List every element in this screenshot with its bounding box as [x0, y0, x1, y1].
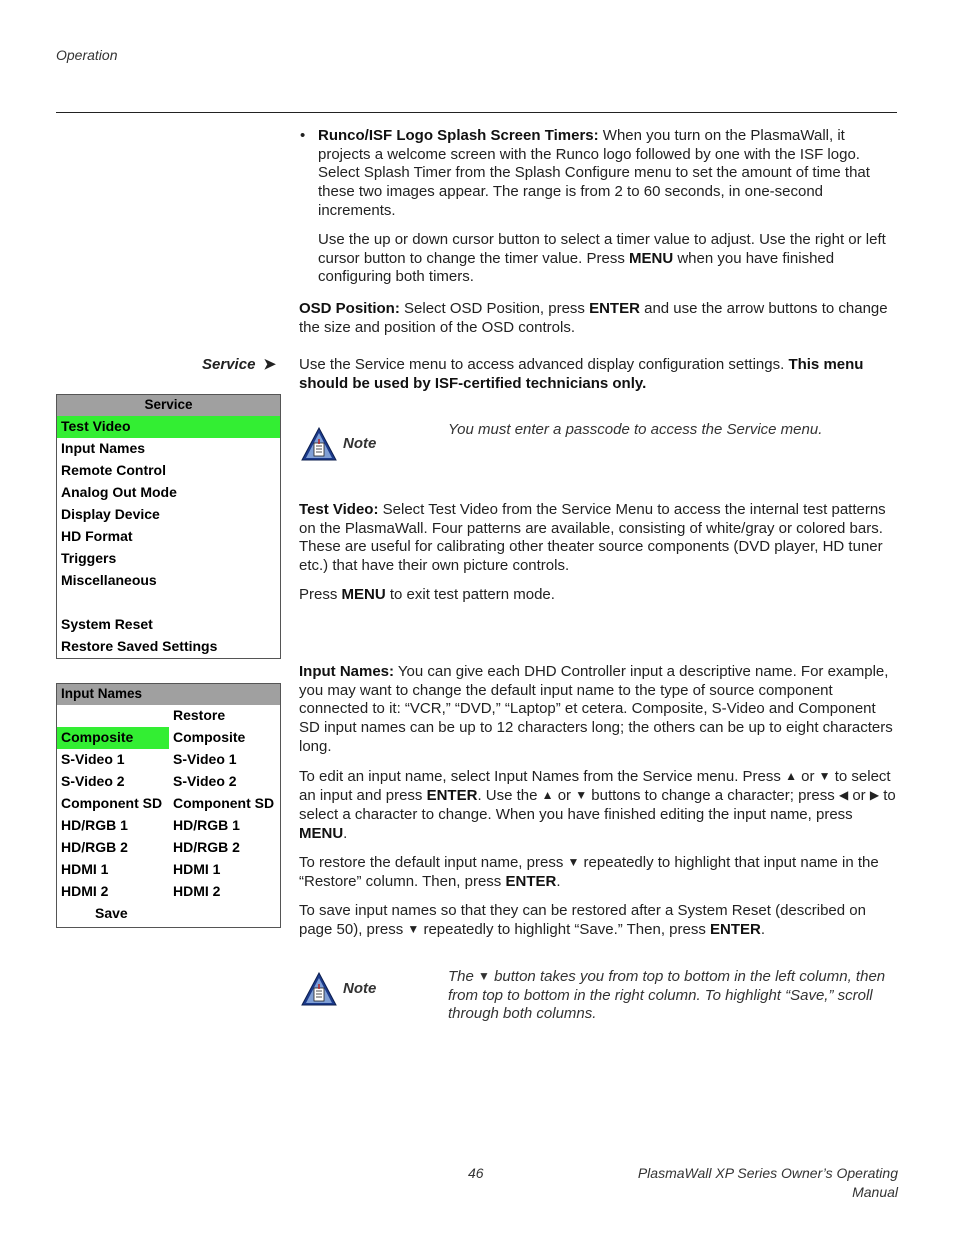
text: Select Test Video from the Service Menu to access the internal test patterns on the PlasmaWall. Four patterns are available, consisting of white/gray or colored bars. These are useful for calibrating other theater source components (DVD player, HD tuner etc.) that have their own picture controls. — [299, 501, 886, 575]
input-row-svideo2 — [57, 771, 280, 793]
text: . — [760, 921, 766, 939]
splash-label: Runco/ISF Logo Splash Screen Timers: — [318, 127, 599, 144]
down-arrow-icon: ▼ — [818, 768, 831, 783]
text: . — [343, 824, 348, 842]
input-row-svideo1 — [57, 749, 280, 771]
input-row-hdmi2 — [57, 881, 280, 903]
section-header: Operation — [56, 47, 118, 63]
input-name-cell[interactable]: S-Video 1 — [61, 751, 125, 767]
manual-title: PlasmaWall XP Series Owner’s Operating Manual — [637, 1165, 898, 1200]
text: or — [553, 787, 576, 805]
service-menu-item-display-device[interactable]: Display Device — [61, 506, 160, 522]
osd-position-paragraph — [299, 300, 897, 347]
service-menu-item-hd-format[interactable]: HD Format — [61, 528, 133, 544]
down-arrow-icon: ▼ — [478, 969, 490, 983]
input-name-cell[interactable]: Composite — [57, 727, 169, 749]
text: Use the up or down cursor button to select a timer value to adjust. Use the right or left cursor button to change the timer value. Press — [318, 231, 886, 267]
service-menu-item-analog-out-mode[interactable]: Analog Out Mode — [61, 484, 177, 500]
text: when you have finished configuring both timers. — [318, 249, 835, 286]
save-button[interactable]: Save — [95, 905, 128, 921]
restore-cell[interactable]: HDMI 2 — [173, 883, 221, 899]
restore-cell[interactable]: HDMI 1 — [173, 861, 221, 877]
text: The — [448, 968, 479, 985]
splash-bullet — [300, 127, 898, 221]
right-arrow-icon: ▶ — [869, 788, 880, 803]
osd-label: OSD Position: — [299, 300, 400, 317]
note-icon — [301, 972, 337, 1006]
down-arrow-icon: ▼ — [575, 788, 588, 803]
text: . Use the — [477, 787, 542, 805]
save-row — [57, 903, 280, 927]
left-arrow-icon: ◀ — [838, 788, 849, 803]
service-menu-item-miscellaneous[interactable]: Miscellaneous — [61, 572, 157, 588]
text: . — [556, 873, 561, 891]
menu-key: MENU — [341, 585, 386, 603]
input-name-cell[interactable]: HDMI 1 — [61, 861, 109, 877]
note-icon — [301, 427, 337, 461]
text: Select OSD Position, press — [399, 300, 590, 317]
service-menu-item-input-names[interactable]: Input Names — [61, 440, 146, 456]
service-menu-panel — [56, 394, 281, 659]
input-row-hdrgb2 — [57, 837, 280, 859]
down-arrow-icon: ▼ — [567, 855, 580, 870]
up-arrow-icon: ▲ — [541, 788, 554, 803]
service-menu-item-restore-saved-settings[interactable]: Restore Saved Settings — [61, 638, 218, 654]
restore-cell[interactable]: Component SD — [173, 795, 275, 811]
text: buttons to change a character; press — [587, 787, 839, 805]
input-name-cell[interactable]: HD/RGB 2 — [61, 839, 128, 855]
enter-key: ENTER — [710, 921, 761, 939]
enter-key: ENTER — [589, 300, 640, 317]
restore-cell[interactable]: S-Video 1 — [173, 751, 237, 767]
service-heading-text: Service — [202, 356, 256, 373]
service-warning: This menu should be used by ISF-certified technicians only. — [299, 356, 864, 392]
restore-header-row — [57, 705, 280, 727]
input-name-cell[interactable]: HD/RGB 1 — [61, 817, 128, 833]
service-menu-item-test-video[interactable]: Test Video — [57, 416, 280, 438]
restore-column-header: Restore — [173, 707, 226, 723]
service-menu-spacer — [57, 592, 280, 614]
header-rule — [56, 112, 897, 113]
input-names-menu-title: Input Names — [57, 684, 280, 705]
text: You can give each DHD Controller input a descriptive name. For example, you may want to change the default input name to the type of source component connected to it: “VCR,” “DVD,” “Laptop” et cetera. Composite, S-Video and Component SD input names can be up to 12 characters long; the others can be up to eight characters long. — [299, 663, 893, 755]
menu-key: MENU — [629, 249, 674, 267]
note-text — [448, 967, 898, 1024]
service-menu-title: Service — [57, 395, 280, 416]
page-number: 46 — [468, 1165, 484, 1181]
input-row-hdmi1 — [57, 859, 280, 881]
text: to exit test pattern mode. — [385, 585, 555, 603]
up-arrow-icon: ▲ — [785, 768, 797, 783]
input-row-composite — [57, 727, 280, 749]
text: Use the Service menu to access advanced display configuration settings. — [299, 356, 789, 373]
note-label: Note — [343, 435, 377, 452]
service-heading — [150, 356, 276, 375]
input-names-label: Input Names: — [299, 663, 395, 680]
menu-key: MENU — [299, 824, 344, 842]
splash-paragraph-2 — [318, 231, 898, 287]
service-menu-item-remote-control[interactable]: Remote Control — [61, 462, 166, 478]
input-names-menu-panel — [56, 683, 281, 928]
service-menu-item-triggers[interactable]: Triggers — [61, 550, 117, 566]
input-name-cell[interactable]: HDMI 2 — [61, 883, 109, 899]
empty-cell — [57, 705, 169, 727]
service-intro — [299, 356, 897, 403]
splash-text: When you turn on the PlasmaWall, it projects a welcome screen with the Runco logo followed by one with the ISF logo. Select Splash Timer from the Splash Configure menu to set the amount of time that these two images appear. The range is from 2 to 60 seconds, in one-second increments. — [318, 127, 870, 219]
text: To edit an input name, select Input Names from the Service menu. Press — [299, 767, 786, 785]
text: or — [848, 787, 870, 805]
text: To restore the default input name, press — [299, 854, 568, 872]
restore-cell[interactable]: HD/RGB 1 — [173, 817, 240, 833]
test-video-label: Test Video: — [299, 501, 379, 518]
bullet-dot: • — [300, 127, 306, 144]
input-name-cell[interactable]: Component SD — [61, 795, 163, 811]
restore-cell[interactable]: HD/RGB 2 — [173, 839, 240, 855]
input-row-component-sd — [57, 793, 280, 815]
note-label: Note — [343, 980, 377, 997]
service-menu-item-system-reset[interactable]: System Reset — [61, 616, 153, 632]
text: and use the arrow buttons to change the size and position of the OSD controls. — [299, 300, 888, 336]
text: To save input names so that they can be restored after a System Reset (described on page 50), press — [299, 901, 866, 939]
text: Press — [299, 585, 342, 603]
note-text: You must enter a passcode to access the Service menu. — [448, 421, 823, 438]
input-name-cell[interactable]: S-Video 2 — [61, 773, 125, 789]
restore-cell[interactable]: Composite — [173, 729, 246, 745]
test-video-section — [299, 501, 897, 615]
text: to select an input and press — [299, 767, 891, 805]
enter-key: ENTER — [426, 787, 478, 805]
text: repeatedly to highlight that input name in the “Restore” column. Then, press — [299, 854, 879, 891]
arrow-right-icon: ➤ — [263, 356, 276, 373]
text: to select a character to change. When you have finished editing the input name, press — [299, 787, 896, 823]
input-row-hdrgb1 — [57, 815, 280, 837]
text: button takes you from top to bottom in the left column, then from top to bottom in the right column. To highlight “Save,” scroll through both columns. — [448, 968, 886, 1023]
input-names-section — [299, 663, 897, 950]
text: or — [796, 767, 819, 785]
restore-cell[interactable]: S-Video 2 — [173, 773, 237, 789]
down-arrow-icon: ▼ — [407, 922, 420, 937]
text: repeatedly to highlight “Save.” Then, press — [419, 921, 711, 939]
enter-key: ENTER — [505, 873, 557, 891]
